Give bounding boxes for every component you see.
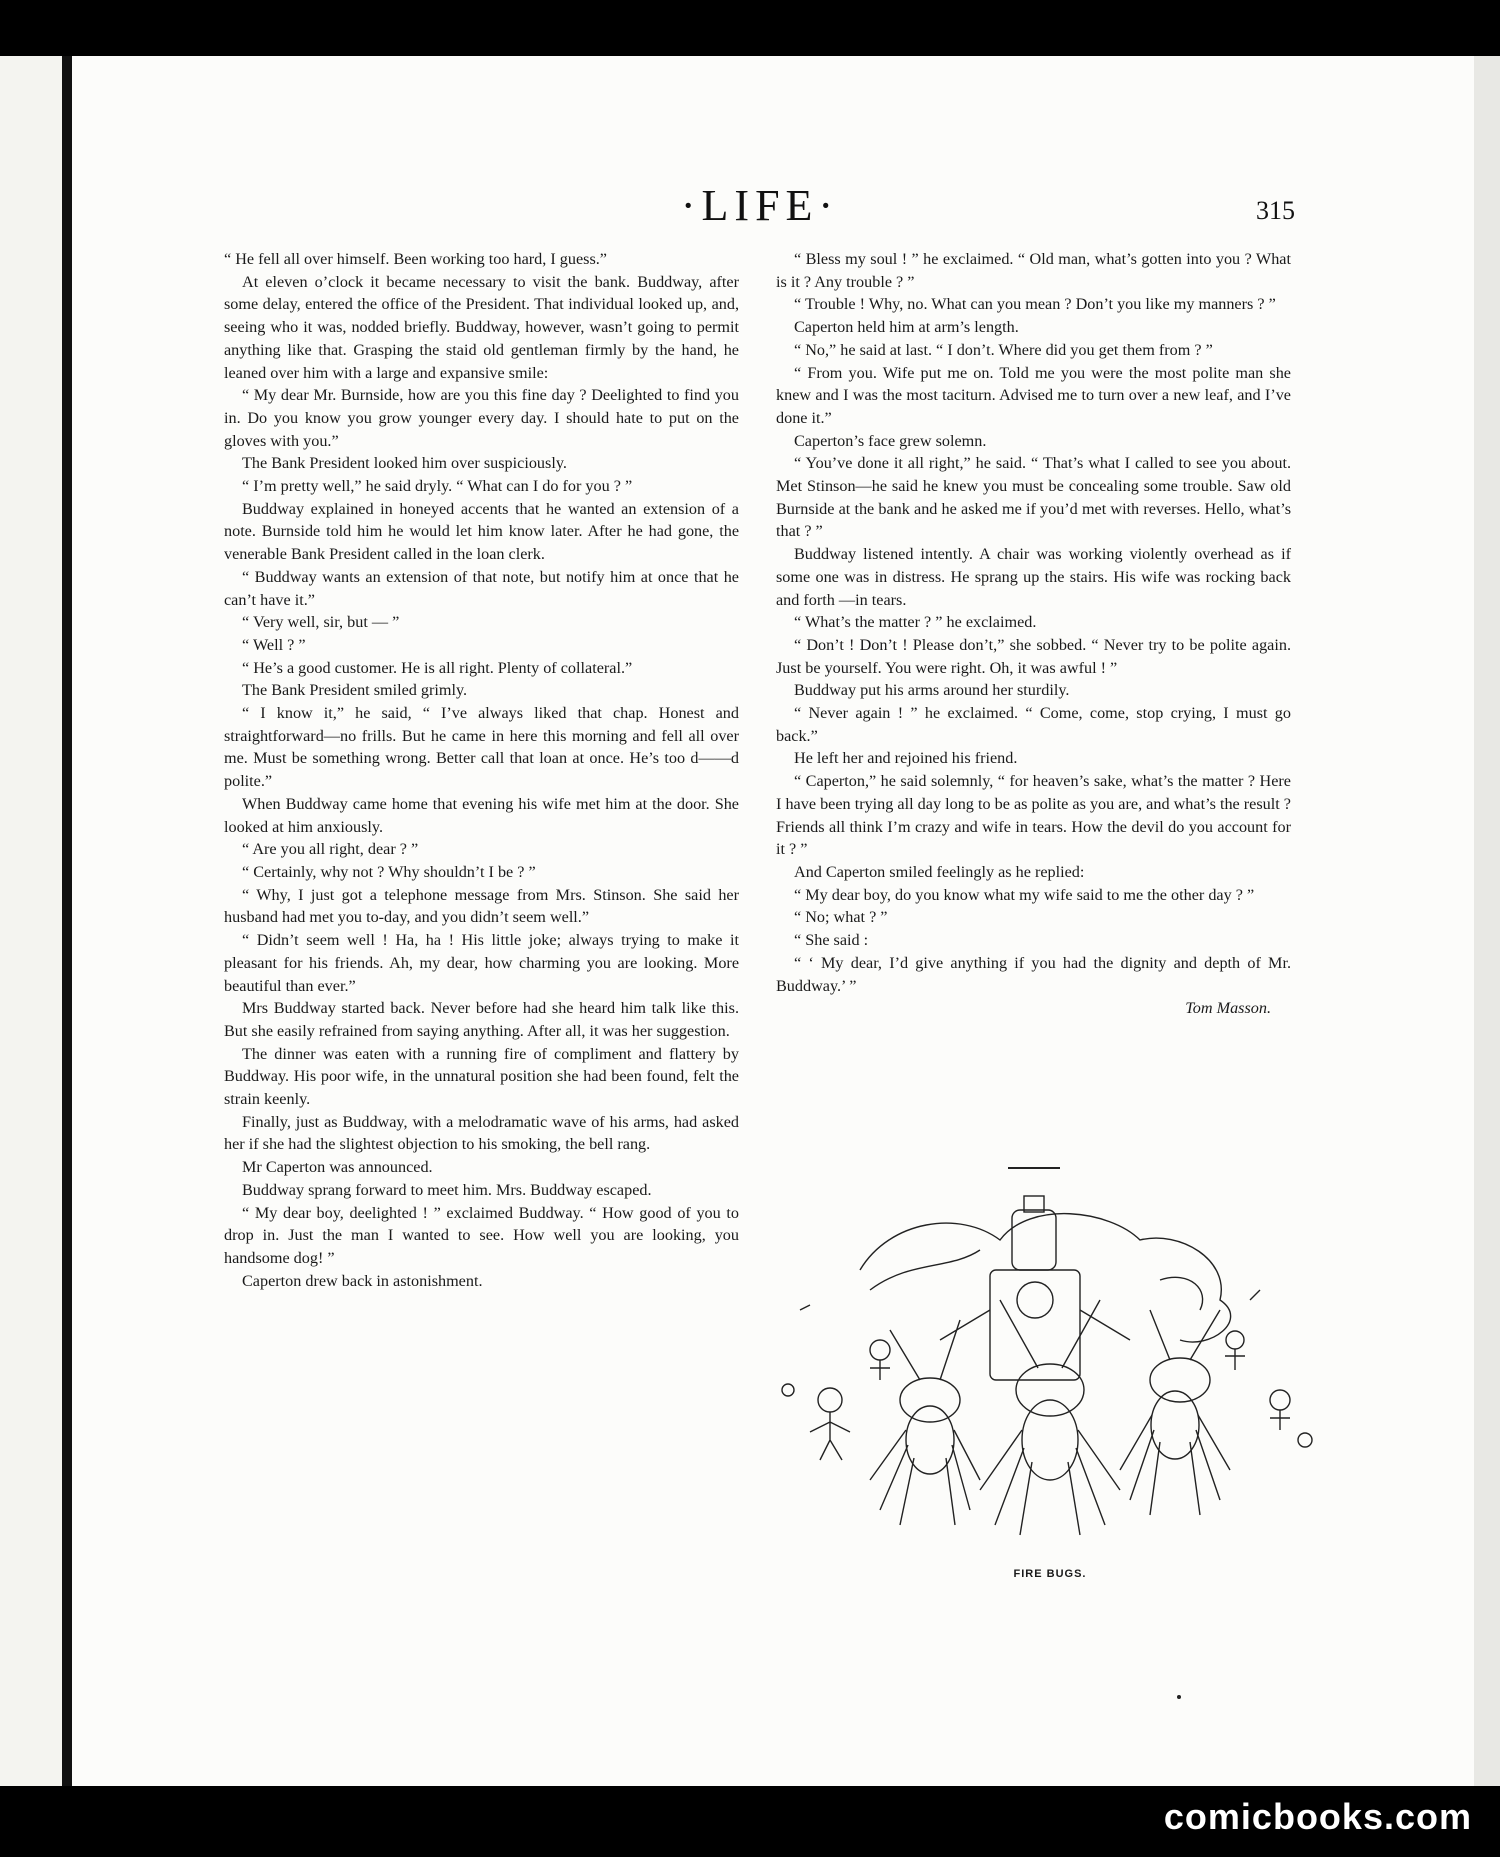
page-right-edge: [1474, 56, 1500, 1786]
article-paragraph: “ Why, I just got a telephone message from Mrs. Stinson. She said her husband had met you to-day, and you didn’t seem well.”: [224, 885, 739, 927]
article-paragraph: “ My dear boy, deelighted ! ” exclaimed Buddway. “ How good of you to drop in. Just the man I wanted to see. How well you are looking, you handsome dog! ”: [224, 1203, 739, 1267]
author-byline: Tom Masson.: [1185, 999, 1271, 1018]
article-paragraph: “ My dear Mr. Burnside, how are you this fine day ? Deelighted to find you in. Do you know you grow younger every day. I should hate to put on the gloves with you.”: [224, 386, 739, 450]
article-paragraph: At eleven o’clock it became necessary to visit the bank. Buddway, after some delay, entered the office of the President. That individual looked up, and, seeing who it was, nodded briefly. Buddway, however, wasn’t going to permit anything like that. Grasping the staid old gentleman firmly by the hand, he leaned over him with a large and expansive smile:: [224, 272, 739, 382]
section-divider: [1008, 1167, 1060, 1169]
article-paragraph: Buddway explained in honeyed accents that he wanted an extension of a note. Burnside told him he would let him know later. After he had gone, the venerable Bank President called in the loan clerk.: [224, 499, 739, 564]
article-paragraph: “ He’s a good customer. He is all right. Plenty of collateral.”: [242, 658, 633, 677]
article-paragraph: “ Well ? ”: [242, 635, 306, 654]
article-paragraph: Finally, just as Buddway, with a melodramatic wave of his arms, had asked her if she had the slightest objection to his smoking, the bell rang.: [224, 1112, 739, 1154]
article-paragraph: And Caperton smiled feelingly as he replied:: [794, 862, 1085, 881]
article-paragraph: The Bank President looked him over suspiciously.: [242, 454, 567, 473]
article-paragraph: Buddway listened intently. A chair was working violently overhead as if some one was in distress. He sprang up the stairs. His wife was rocking back and forth —in tears.: [776, 545, 1291, 609]
article-paragraph: Mrs Buddway started back. Never before had she heard him talk like this. But she easily refrained from saying anything. After all, it was her suggestion.: [224, 999, 739, 1040]
article-column-right: [776, 248, 1291, 1020]
masthead-title: ·LIFE·: [680, 181, 840, 230]
article-paragraph: “ I know it,” he said, “ I’ve always liked that chap. Honest and straightforward—no frills. But he came in here this morning and fell all over me. Must be something wrong. Better call that loan at once. He’s too d——d polite.”: [224, 704, 739, 791]
article-paragraph: “ Buddway wants an extension of that note, but notify him at once that he can’t have it.”: [224, 567, 739, 609]
article-paragraph: “ You’ve done it all right,” he said. “ That’s what I called to see you about. Met Stinson—he said he knew you must be concealing some trouble. Saw old Burnside at the bank and he asked me if you’d met with reverses. Hello, what’s that ? ”: [776, 454, 1291, 541]
fire-bugs-illustration: [780, 1190, 1320, 1550]
article-paragraph: Mr Caperton was announced.: [242, 1158, 433, 1177]
article-paragraph: “ Don’t ! Don’t ! Please don’t,” she sobbed. “ Never try to be polite again. Just be yourself. You were right. Oh, it was awful ! ”: [776, 635, 1291, 677]
article-paragraph: “ No,” he said at last. “ I don’t. Where did you get them from ? ”: [794, 340, 1213, 359]
article-paragraph: “ ‘ My dear, I’d give anything if you had the dignity and depth of Mr. Buddway.’ ”: [776, 953, 1291, 995]
article-paragraph: When Buddway came home that evening his wife met him at the door. She looked at him anxiously.: [224, 794, 739, 836]
article-paragraph: Buddway sprang forward to meet him. Mrs. Buddway escaped.: [242, 1180, 652, 1199]
binding-gutter: [62, 56, 72, 1786]
article-paragraph: “ Caperton,” he said solemnly, “ for heaven’s sake, what’s the matter ? Here I have been trying all day long to be as polite as you are, and what’s the result ? Friends all think I’m crazy and wife in tears. How the devil do you account for it ? ”: [776, 772, 1291, 859]
article-paragraph: He left her and rejoined his friend.: [794, 749, 1018, 768]
article-paragraph: “ Very well, sir, but — ”: [242, 613, 400, 632]
article-paragraph: “ I’m pretty well,” he said dryly. “ What can I do for you ? ”: [242, 477, 633, 496]
page-number: 315: [1256, 196, 1295, 225]
article-paragraph: “ Bless my soul ! ” he exclaimed. “ Old man, what’s gotten into you ? What is it ? Any trouble ? ”: [776, 250, 1291, 291]
article-paragraph: “ My dear boy, do you know what my wife said to me the other day ? ”: [794, 885, 1255, 904]
ink-speck: [1177, 1695, 1181, 1699]
article-paragraph: Buddway put his arms around her sturdily.: [794, 681, 1070, 700]
article-paragraph: The dinner was eaten with a running fire of compliment and flattery by Buddway. His poor wife, in the unnatural position she had been found, felt the strain keenly.: [224, 1044, 739, 1109]
article-paragraph: “ He fell all over himself. Been working too hard, I guess.”: [224, 250, 607, 268]
article-paragraph: The Bank President smiled grimly.: [242, 681, 468, 700]
article-paragraph: “ Didn’t seem well ! Ha, ha ! His little joke; always trying to make it pleasant for his friends. Ah, my dear, how charming you are looking. More beautiful than ever.”: [224, 931, 739, 995]
facing-page-edge: [0, 56, 62, 1786]
article-paragraph: “ Are you all right, dear ? ”: [242, 840, 419, 859]
source-watermark: comicbooks.com: [1163, 1796, 1472, 1837]
article-paragraph: “ No; what ? ”: [794, 908, 888, 927]
article-paragraph: “ Never again ! ” he exclaimed. “ Come, come, stop crying, I must go back.”: [776, 704, 1291, 745]
article-paragraph: “ She said :: [794, 931, 869, 950]
article-paragraph: “ What’s the matter ? ” he exclaimed.: [794, 613, 1037, 632]
article-paragraph: Caperton held him at arm’s length.: [794, 318, 1019, 337]
article-paragraph: “ Certainly, why not ? Why shouldn’t I be ? ”: [242, 862, 536, 881]
article-paragraph: “ Trouble ! Why, no. What can you mean ? Don’t you like my manners ? ”: [794, 295, 1276, 314]
illustration-caption: FIRE BUGS.: [1013, 1568, 1087, 1580]
article-paragraph: Caperton drew back in astonishment.: [242, 1271, 483, 1290]
article-paragraph: “ From you. Wife put me on. Told me you were the most polite man she knew and I was the most taciturn. Advised me to turn over a new leaf, and I’ve done it.”: [776, 363, 1291, 427]
scan-top-border: [0, 0, 1500, 56]
article-column-left: [224, 248, 739, 1292]
article-paragraph: Caperton’s face grew solemn.: [794, 431, 987, 450]
